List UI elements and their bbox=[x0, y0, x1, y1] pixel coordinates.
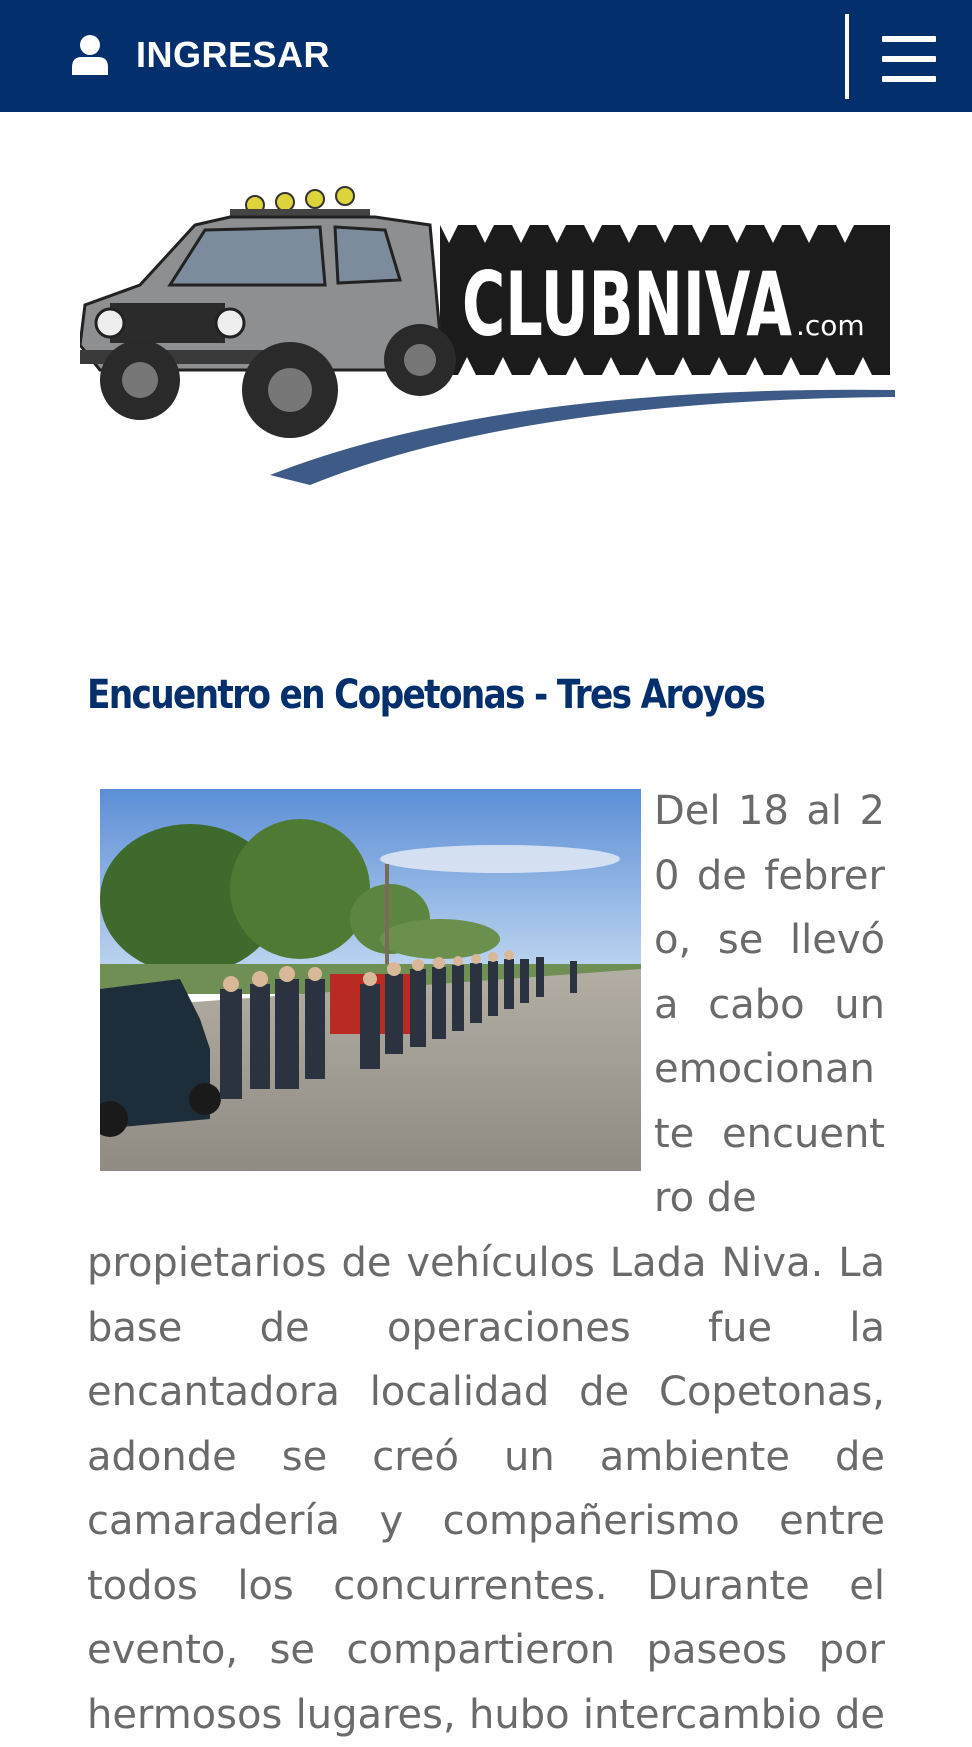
lada-niva-car-illustration bbox=[80, 187, 456, 438]
site-logo[interactable] bbox=[80, 185, 895, 495]
top-navbar bbox=[0, 0, 972, 112]
navbar-divider bbox=[845, 14, 849, 99]
article-body-text: propietarios de vehículos Lada Niva. La base de operaciones fue la encantadora localidad de Copetonas, adonde se creó un ambiente de camaradería y compañerismo entre todos los concurrentes. Durante el evento, se compartieron paseos por hermosos lugares, hubo intercambio de bbox=[87, 1240, 885, 1738]
article-title[interactable]: Encuentro en Copetonas - Tres Aroyos bbox=[87, 672, 765, 718]
hamburger-menu-icon[interactable] bbox=[882, 36, 936, 82]
user-icon bbox=[72, 35, 108, 75]
article-photo bbox=[100, 789, 641, 1171]
login-label: INGRESAR bbox=[136, 34, 331, 75]
tire-tread-band bbox=[440, 225, 890, 375]
article-intro-text: Del 18 al 20 de febrero, se llevó a cabo un emocionante encuentro de bbox=[654, 788, 885, 1221]
login-button[interactable] bbox=[72, 30, 330, 80]
logo-text: CLUBNIVA bbox=[462, 253, 792, 356]
logo-suffix: .com bbox=[796, 309, 865, 342]
